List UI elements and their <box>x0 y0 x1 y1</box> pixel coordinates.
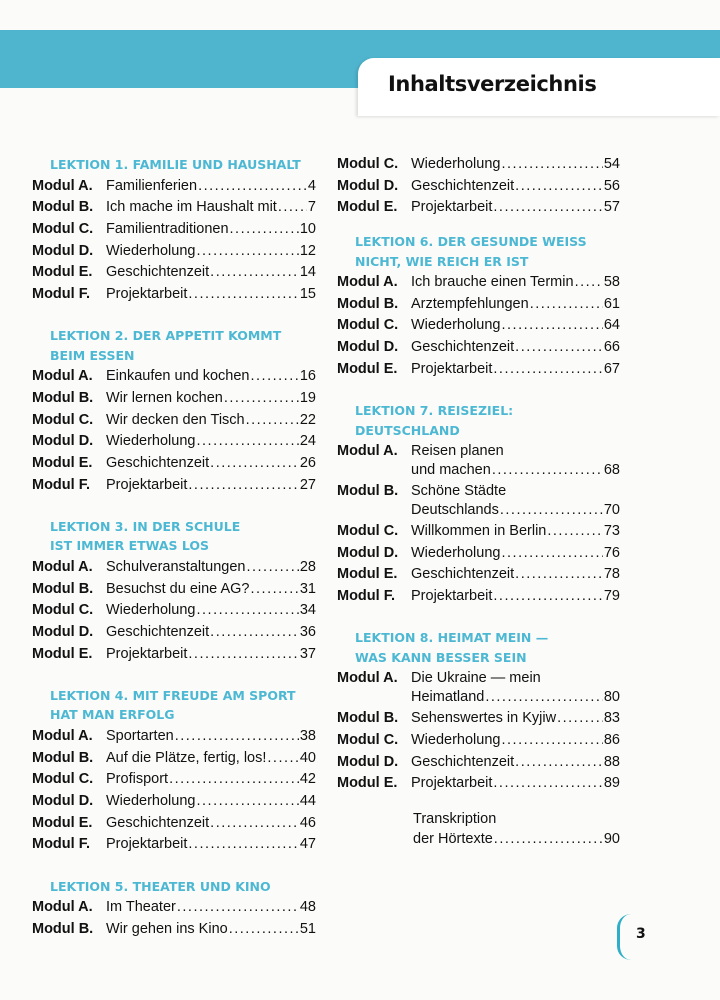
toc-dots <box>230 219 299 239</box>
entry-title: Wiederholung <box>106 793 196 809</box>
entry-title-cont: Deutschlands <box>411 502 499 518</box>
toc-entry <box>32 197 316 217</box>
lesson-heading: LEKTION 4. MIT FREUDE AM SPORT <box>50 687 296 703</box>
toc-entry <box>337 359 620 379</box>
modul-label: Modul A. <box>32 899 93 916</box>
toc-entry <box>337 481 620 501</box>
modul-label: Modul B. <box>32 199 94 216</box>
modul-label: Modul D. <box>337 177 399 194</box>
modul-label: Modul B. <box>337 483 399 499</box>
toc-dots <box>493 359 602 379</box>
entry-title: Sehenswertes in Kyjiw <box>411 710 557 727</box>
lesson-heading: LEKTION 6. DER GESUNDE WEISS <box>355 234 587 249</box>
modul-label: Modul E. <box>337 566 398 583</box>
modul-label: Modul C. <box>32 602 94 619</box>
toc-entry <box>337 337 620 357</box>
lesson-heading: LEKTION 8. HEIMAT MEIN — <box>355 630 549 646</box>
entry-title: Projektarbeit <box>411 588 493 605</box>
entry-title-cont: und machen <box>411 462 491 478</box>
toc-entry-cont <box>411 460 620 480</box>
page-ref: 78 <box>603 566 620 583</box>
toc-entry <box>32 791 316 811</box>
toc-entry <box>32 622 316 642</box>
entry-title: Schöne Städte <box>411 483 507 499</box>
toc-dots <box>188 644 298 664</box>
entry-title: Geschichtenzeit <box>106 264 210 281</box>
page-ref: 66 <box>603 339 620 356</box>
toc-dots <box>177 897 299 917</box>
toc-entry <box>32 262 316 282</box>
toc-dots <box>188 475 298 495</box>
page-ref: 56 <box>603 177 620 194</box>
toc-dots <box>224 388 299 408</box>
toc-dots <box>251 366 299 386</box>
toc-dots <box>494 829 603 849</box>
toc-entry <box>337 668 620 688</box>
entry-title: Geschichtenzeit <box>411 753 515 770</box>
toc-entry <box>32 410 316 430</box>
page-title: Inhaltsverzeichnis <box>388 72 597 96</box>
modul-label: Modul C. <box>337 732 399 748</box>
lesson-heading: LEKTION 1. FAMILIE UND HAUSHALT <box>50 157 301 172</box>
page-ref: 51 <box>299 920 316 937</box>
page-ref: 46 <box>299 814 316 831</box>
page-ref: 38 <box>299 727 316 744</box>
lesson-heading: BEIM ESSEN <box>50 347 135 363</box>
page-ref: 42 <box>299 771 316 788</box>
toc-dots <box>175 726 299 746</box>
page-ref: 44 <box>299 793 316 809</box>
entry-title: Willkommen in Berlin <box>411 523 547 539</box>
entry-title: Familientraditionen <box>106 220 229 237</box>
page-ref: 61 <box>603 295 620 312</box>
toc-dots <box>198 176 307 196</box>
page-ref: 48 <box>299 899 316 916</box>
toc-entry <box>32 834 316 854</box>
toc-dots <box>246 557 298 577</box>
entry-title: Besuchst du eine AG? <box>106 580 250 597</box>
lesson-heading: NICHT, WIE REICH ER IST <box>355 253 529 269</box>
toc-dots <box>530 294 603 314</box>
entry-title: Einkaufen und kochen <box>106 368 250 385</box>
entry-title: Wir lernen kochen <box>106 389 223 406</box>
title-box <box>358 58 720 116</box>
page-ref: 83 <box>603 710 620 727</box>
page-ref: 67 <box>603 360 620 377</box>
entry-title: Geschichtenzeit <box>106 814 210 831</box>
toc-dots <box>501 154 602 174</box>
page-ref: 40 <box>299 749 316 766</box>
modul-label: Modul E. <box>337 360 398 377</box>
page-ref: 54 <box>603 156 620 172</box>
page-ref: 58 <box>603 274 620 290</box>
toc-entry <box>337 441 620 461</box>
page-ref: 14 <box>299 264 316 281</box>
entry-title: Profisport <box>106 771 169 788</box>
entry-title: Geschichtenzeit <box>411 566 515 583</box>
modul-label: Modul D. <box>32 242 94 259</box>
lesson-heading: IST IMMER ETWAS LOS <box>50 538 210 554</box>
entry-title: Projektarbeit <box>411 199 493 216</box>
page-ref: 73 <box>603 523 620 539</box>
entry-title: Projektarbeit <box>106 476 188 493</box>
toc-entry <box>337 730 620 750</box>
toc-entry <box>32 813 316 833</box>
modul-label: Modul C. <box>32 220 94 237</box>
page-ref: 88 <box>603 753 620 770</box>
entry-title: Wiederholung <box>106 602 196 619</box>
entry-title: Sportarten <box>106 727 174 744</box>
page-ref: 27 <box>299 476 316 493</box>
toc-dots <box>210 453 299 473</box>
page-ref: 64 <box>603 317 620 334</box>
page-ref: 4 <box>307 177 316 194</box>
lesson-heading: HAT MAN ERFOLG <box>50 707 175 723</box>
toc-entry <box>337 773 620 793</box>
toc-entry <box>337 197 620 217</box>
modul-label: Modul D. <box>337 544 399 561</box>
page-ref: 76 <box>603 544 620 561</box>
toc-dots <box>196 791 298 811</box>
toc-entry <box>337 708 620 728</box>
modul-label: Modul C. <box>337 156 399 172</box>
entry-title: Die Ukraine — mein <box>411 670 541 687</box>
toc-entry-cont <box>411 500 620 520</box>
entry-title: Wiederholung <box>411 732 501 748</box>
toc-dots <box>485 687 603 707</box>
toc-dots <box>251 579 299 599</box>
page-ref: 79 <box>603 588 620 605</box>
toc-dots <box>501 543 602 563</box>
toc-entry <box>32 219 316 239</box>
toc-entry <box>337 521 620 541</box>
modul-label: Modul B. <box>32 389 94 406</box>
entry-title: Auf die Plätze, fertig, los! <box>106 749 267 766</box>
toc-entry <box>337 272 620 292</box>
modul-label: Modul D. <box>337 753 399 770</box>
modul-label: Modul F. <box>32 836 90 853</box>
modul-label: Modul A. <box>32 558 93 575</box>
toc-entry <box>32 431 316 451</box>
toc-entry <box>337 586 620 606</box>
toc-entry <box>337 315 620 335</box>
entry-title: Wiederholung <box>411 544 501 561</box>
toc-entry <box>337 176 620 196</box>
entry-title: Familienferien <box>106 177 198 194</box>
page-ref: 70 <box>603 502 620 518</box>
toc-dots <box>188 834 298 854</box>
toc-entry <box>32 644 316 664</box>
entry-title: Projektarbeit <box>106 836 188 853</box>
toc-entry <box>32 897 316 917</box>
entry-title: Geschichtenzeit <box>106 624 210 640</box>
entry-title: Wiederholung <box>411 156 501 172</box>
toc-entry <box>32 748 316 768</box>
modul-label: Modul E. <box>337 775 398 792</box>
modul-label: Modul F. <box>337 588 395 605</box>
page-ref: 22 <box>299 411 316 428</box>
toc-dots <box>501 315 602 335</box>
toc-dots <box>169 769 299 789</box>
toc-dots <box>188 284 298 304</box>
modul-label: Modul D. <box>32 433 94 450</box>
modul-label: Modul E. <box>337 199 398 216</box>
toc-entry <box>32 919 316 939</box>
toc-entry <box>337 752 620 772</box>
page-ref: 34 <box>299 602 316 619</box>
modul-label: Modul E. <box>32 455 93 471</box>
page-ref: 7 <box>307 199 316 216</box>
toc-dots <box>493 197 602 217</box>
toc-dots <box>515 752 603 772</box>
toc-entry <box>337 294 620 314</box>
entry-title: Projektarbeit <box>106 645 188 662</box>
page-ref: 10 <box>299 220 316 237</box>
modul-label: Modul F. <box>32 286 90 302</box>
transkription-line1: Transkription <box>413 811 497 827</box>
modul-label: Modul C. <box>337 317 399 334</box>
modul-label: Modul D. <box>32 624 94 640</box>
modul-label: Modul B. <box>32 749 94 766</box>
entry-title: Projektarbeit <box>106 286 188 302</box>
toc-dots <box>196 431 298 451</box>
modul-label: Modul A. <box>337 274 398 290</box>
transkription-entry <box>413 829 620 849</box>
transkription-page: 90 <box>603 831 620 847</box>
entry-title-cont: Heimatland <box>411 689 485 706</box>
modul-label: Modul D. <box>337 339 399 356</box>
toc-entry <box>32 475 316 495</box>
page-ref: 31 <box>299 580 316 597</box>
entry-title: Projektarbeit <box>411 360 493 377</box>
page-ref: 26 <box>299 455 316 471</box>
toc-entry <box>32 769 316 789</box>
toc-dots <box>492 460 603 480</box>
entry-title: Wiederholung <box>106 433 196 450</box>
modul-label: Modul F. <box>32 476 90 493</box>
entry-title: Reisen planen <box>411 443 504 459</box>
modul-label: Modul A. <box>32 368 93 385</box>
page-ref: 68 <box>603 462 620 478</box>
page-ref: 15 <box>299 286 316 302</box>
toc-dots <box>501 730 602 750</box>
modul-label: Modul C. <box>337 523 399 539</box>
modul-label: Modul B. <box>337 710 399 727</box>
page-ref: 80 <box>603 689 620 706</box>
toc-entry <box>337 564 620 584</box>
page-ref: 57 <box>603 199 620 216</box>
toc-entry <box>32 176 316 196</box>
transkription-line2: der Hörtexte <box>413 831 493 847</box>
modul-label: Modul B. <box>337 295 399 312</box>
page-ref: 12 <box>299 242 316 259</box>
page-ref: 89 <box>603 775 620 792</box>
page-ref: 37 <box>299 645 316 662</box>
modul-label: Modul A. <box>337 443 398 459</box>
toc-dots <box>267 748 298 768</box>
entry-title: Schulveranstaltungen <box>106 558 246 575</box>
entry-title: Geschichtenzeit <box>411 177 515 194</box>
page-ref: 86 <box>603 732 620 748</box>
toc-entry <box>32 557 316 577</box>
modul-label: Modul E. <box>32 645 93 662</box>
toc-entry <box>32 241 316 261</box>
entry-title: Wiederholung <box>411 317 501 334</box>
toc-entry <box>32 284 316 304</box>
toc-entry <box>32 726 316 746</box>
toc-entry <box>32 579 316 599</box>
entry-title: Geschichtenzeit <box>106 455 210 471</box>
page-ref: 47 <box>299 836 316 853</box>
page-number: 3 <box>636 926 646 942</box>
lesson-heading: DEUTSCHLAND <box>355 422 460 438</box>
toc-dots <box>210 622 299 642</box>
toc-dots <box>196 241 298 261</box>
toc-dots <box>196 600 298 620</box>
toc-dots <box>500 500 603 520</box>
page-ref: 19 <box>299 389 316 406</box>
toc-dots <box>210 813 299 833</box>
entry-title: Arztempfehlungen <box>411 295 529 312</box>
modul-label: Modul A. <box>32 177 93 194</box>
toc-entry <box>32 600 316 620</box>
lesson-heading: LEKTION 7. REISEZIEL: <box>355 403 514 418</box>
entry-title: Ich mache im Haushalt mit <box>106 199 277 216</box>
page-ref: 16 <box>299 368 316 385</box>
toc-dots <box>493 773 602 793</box>
modul-label: Modul C. <box>32 771 94 788</box>
modul-label: Modul C. <box>32 411 94 428</box>
entry-title: Wir decken den Tisch <box>106 411 245 428</box>
toc-dots <box>515 564 603 584</box>
toc-dots <box>210 262 299 282</box>
toc-entry <box>337 154 620 174</box>
toc-dots <box>515 337 603 357</box>
toc-entry <box>32 388 316 408</box>
toc-dots <box>515 176 603 196</box>
toc-dots <box>246 410 299 430</box>
modul-label: Modul A. <box>32 727 93 744</box>
modul-label: Modul B. <box>32 920 94 937</box>
toc-dots <box>229 919 299 939</box>
modul-label: Modul B. <box>32 580 94 597</box>
toc-dots <box>547 521 602 541</box>
toc-entry <box>32 453 316 473</box>
entry-title: Im Theater <box>106 899 176 916</box>
toc-dots <box>575 272 603 292</box>
entry-title: Ich brauche einen Termin <box>411 274 574 290</box>
lesson-heading: WAS KANN BESSER SEIN <box>355 649 527 665</box>
entry-title: Wir gehen ins Kino <box>106 920 228 937</box>
toc-dots <box>557 708 603 728</box>
entry-title: Wiederholung <box>106 242 196 259</box>
toc-entry <box>337 543 620 563</box>
page-ref: 24 <box>299 433 316 450</box>
entry-title: Geschichtenzeit <box>411 339 515 356</box>
modul-label: Modul A. <box>337 670 398 687</box>
modul-label: Modul E. <box>32 264 93 281</box>
page-ref: 28 <box>299 558 316 575</box>
toc-dots <box>278 197 307 217</box>
entry-title: Projektarbeit <box>411 775 493 792</box>
page-ref: 36 <box>299 624 316 640</box>
modul-label: Modul D. <box>32 793 94 809</box>
lesson-heading: LEKTION 2. DER APPETIT KOMMT <box>50 328 282 344</box>
lesson-heading: LEKTION 5. THEATER UND KINO <box>50 878 271 894</box>
toc-entry <box>32 366 316 386</box>
toc-entry-cont <box>411 687 620 707</box>
modul-label: Modul E. <box>32 814 93 831</box>
lesson-heading: LEKTION 3. IN DER SCHULE <box>50 518 241 534</box>
toc-dots <box>493 586 602 606</box>
